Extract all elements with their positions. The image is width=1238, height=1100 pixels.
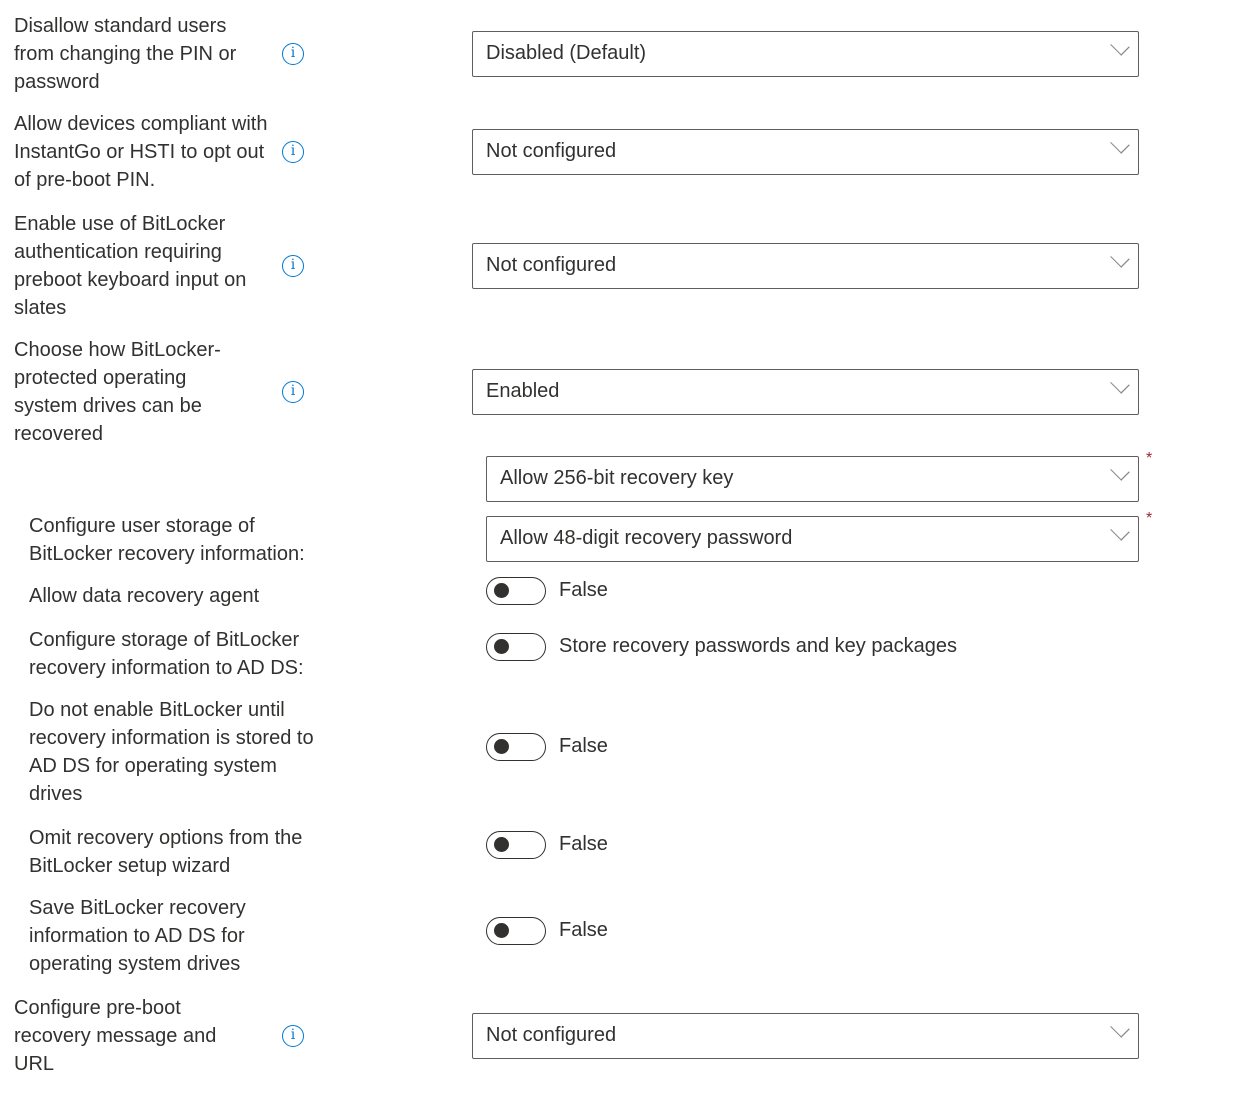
toggle-label: Configure storage of BitLocker recovery information to AD DS:: [29, 629, 304, 679]
recovery-password-dropdown[interactable]: [486, 516, 1139, 562]
toggle-value: False: [559, 919, 608, 941]
chevron-down-icon: [1110, 134, 1130, 154]
info-icon[interactable]: i: [282, 255, 304, 277]
save-to-ad-ds-toggle[interactable]: [486, 917, 546, 945]
toggle-knob: [494, 639, 509, 654]
setting-label: Disallow standard users from changing the PIN or password: [14, 15, 237, 93]
toggle-label: Do not enable BitLocker until recovery information is stored to AD DS for operating system drives: [29, 699, 314, 805]
dropdown-value: Allow 256-bit recovery key: [500, 467, 734, 489]
dropdown-value: Not configured: [486, 140, 617, 162]
toggle-value: False: [559, 833, 608, 855]
setting-label: Enable use of BitLocker authentication requiring preboot keyboard input on slates: [14, 213, 247, 319]
required-mark: *: [1146, 510, 1153, 527]
instantgo-dropdown[interactable]: [472, 129, 1139, 175]
chevron-down-icon: [1110, 374, 1130, 394]
toggle-label: Save BitLocker recovery information to AD DS for operating system drives: [29, 897, 246, 975]
os-drive-recovery-dropdown[interactable]: [472, 369, 1139, 415]
info-icon[interactable]: i: [282, 1025, 304, 1047]
toggle-knob: [494, 837, 509, 852]
user-storage-label: Configure user storage of BitLocker recovery information:: [29, 515, 305, 565]
dropdown-value: Not configured: [486, 1024, 617, 1046]
preboot-message-dropdown[interactable]: [472, 1013, 1139, 1059]
required-mark: *: [1146, 450, 1153, 467]
toggle-value: Store recovery passwords and key packages: [559, 635, 957, 657]
dropdown-value: Not configured: [486, 254, 617, 276]
omit-recovery-options-toggle[interactable]: [486, 831, 546, 859]
toggle-label: Allow data recovery agent: [29, 585, 260, 607]
toggle-knob: [494, 923, 509, 938]
chevron-down-icon: [1110, 36, 1130, 56]
require-ad-ds-backup-toggle[interactable]: [486, 733, 546, 761]
toggle-label: Omit recovery options from the BitLocker setup wizard: [29, 827, 303, 877]
toggle-knob: [494, 583, 509, 598]
pin-change-dropdown[interactable]: [472, 31, 1139, 77]
setting-label: Allow devices compliant with InstantGo or HSTI to opt out of pre-boot PIN.: [14, 113, 268, 191]
chevron-down-icon: [1110, 248, 1130, 268]
toggle-knob: [494, 739, 509, 754]
chevron-down-icon: [1110, 461, 1130, 481]
info-icon[interactable]: i: [282, 141, 304, 163]
dropdown-value: Allow 48-digit recovery password: [500, 527, 793, 549]
chevron-down-icon: [1110, 521, 1130, 541]
info-icon[interactable]: i: [282, 381, 304, 403]
info-icon[interactable]: i: [282, 43, 304, 65]
data-recovery-agent-toggle[interactable]: [486, 577, 546, 605]
setting-label: Configure pre-boot recovery message and URL: [14, 997, 217, 1075]
chevron-down-icon: [1110, 1018, 1130, 1038]
recovery-key-dropdown[interactable]: [486, 456, 1139, 502]
setting-label: Choose how BitLocker-protected operating system drives can be recovered: [14, 339, 221, 445]
toggle-value: False: [559, 735, 608, 757]
dropdown-value: Enabled: [486, 380, 560, 402]
ad-ds-storage-toggle[interactable]: [486, 633, 546, 661]
toggle-value: False: [559, 579, 608, 601]
preboot-keyboard-dropdown[interactable]: [472, 243, 1139, 289]
dropdown-value: Disabled (Default): [486, 42, 647, 64]
